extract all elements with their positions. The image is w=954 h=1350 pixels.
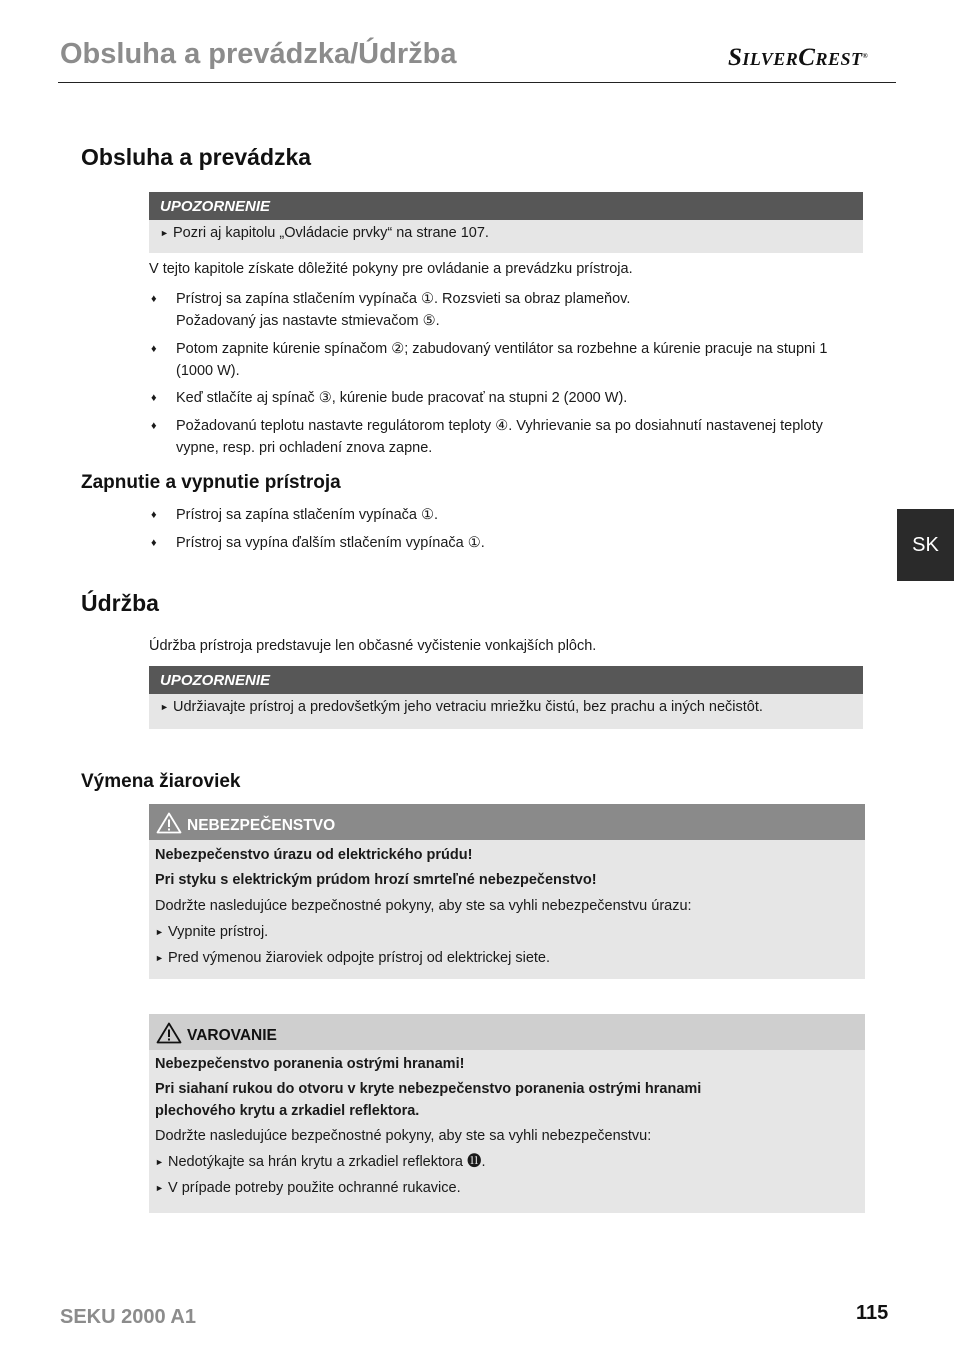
warning-subtitle-cont: plechového krytu a zrkadiel reflektora. bbox=[155, 1103, 420, 1119]
warning-subtitle: Pri siahaní rukou do otvoru v kryte nebezpečenstvo poranenia ostrými hranami bbox=[155, 1081, 702, 1097]
subsection-heading-on-off: Zapnutie a vypnutie prístroja bbox=[81, 472, 341, 493]
diamond-icon: ♦ bbox=[151, 509, 157, 521]
danger-text: Dodržte nasledujúce bezpečnostné pokyny, aby ste sa vyhli nebezpečenstvu úrazu: bbox=[155, 898, 692, 914]
arrow-right-icon: ► bbox=[155, 1157, 164, 1167]
warning-text: Dodržte nasledujúce bezpečnostné pokyny, aby ste sa vyhli nebezpečenstvu: bbox=[155, 1128, 652, 1144]
subsection-heading-bulb-replacement: Výmena žiaroviek bbox=[81, 771, 241, 792]
brand-logo: SILVERCREST® bbox=[728, 44, 869, 71]
note-box-operation: UPOZORNENIE ► Pozri aj kapitolu „Ovládacie prvky“ na strane 107. bbox=[149, 192, 863, 253]
danger-box: NEBEZPEČENSTVO Nebezpečenstvo úrazu od elektrického prúdu! Pri styku s elektrickým prúdom hrozí smrteľné nebezpečenstvo! Dodržte nasledujúce bezpečnostné pokyny, aby ste sa vyhli nebezpečenstvu úrazu: ► Vypnite prístroj. ► Pred výmenou žiaroviek odpojte prístroj od elektrickej siete. bbox=[149, 804, 865, 979]
note-label: UPOZORNENIE bbox=[149, 192, 863, 220]
section-intro: Údržba prístroja predstavuje len občasné vyčistenie vonkajších plôch. bbox=[149, 638, 597, 654]
diamond-icon: ♦ bbox=[151, 343, 157, 355]
section-intro: V tejto kapitole získate dôležité pokyny pre ovládanie a prevádzku prístroja. bbox=[149, 261, 633, 277]
diamond-icon: ♦ bbox=[151, 293, 157, 305]
danger-title: Nebezpečenstvo úrazu od elektrického prúdu! bbox=[155, 847, 473, 863]
danger-label: NEBEZPEČENSTVO bbox=[187, 817, 336, 834]
danger-subtitle: Pri styku s elektrickým prúdom hrozí smrteľné nebezpečenstvo! bbox=[155, 872, 597, 888]
warning-box: VAROVANIE Nebezpečenstvo poranenia ostrými hranami! Pri siahaní rukou do otvoru v kryte nebezpečenstvo poranenia ostrými hranami plechového krytu a zrkadiel reflektora. Dodržte nasledujúce bezpečnostné pokyny, aby ste sa vyhli nebezpečenstvu: ► Nedotýkajte sa hrán krytu a zrkadiel reflektora ⓫. ► V prípade potreby použite ochranné rukavice. bbox=[149, 1014, 865, 1213]
note-box-maintenance: UPOZORNENIE ► Udržiavajte prístroj a predovšetkým jeho vetraciu mriežku čistú, bez prachu a iných nečistôt. bbox=[149, 666, 863, 729]
note-label: UPOZORNENIE bbox=[149, 666, 863, 694]
arrow-right-icon: ► bbox=[160, 702, 169, 712]
diamond-icon: ♦ bbox=[151, 392, 157, 404]
warning-header bbox=[149, 1014, 865, 1050]
arrow-right-icon: ► bbox=[155, 1183, 164, 1193]
warning-label: VAROVANIE bbox=[187, 1027, 277, 1044]
section-heading-maintenance: Údržba bbox=[81, 590, 159, 616]
footer-model: SEKU 2000 A1 bbox=[60, 1306, 196, 1328]
warning-triangle-icon bbox=[156, 1022, 182, 1044]
page-title: Obsluha a prevádzka/Údržba bbox=[60, 38, 457, 70]
header-divider bbox=[58, 82, 896, 83]
arrow-right-icon: ► bbox=[155, 927, 164, 937]
page-number: 115 bbox=[856, 1302, 889, 1324]
danger-header bbox=[149, 804, 865, 840]
section-heading-operation: Obsluha a prevádzka bbox=[81, 144, 312, 170]
arrow-right-icon: ► bbox=[160, 228, 169, 238]
diamond-icon: ♦ bbox=[151, 420, 157, 432]
warning-triangle-icon bbox=[156, 812, 182, 834]
arrow-right-icon: ► bbox=[155, 953, 164, 963]
diamond-icon: ♦ bbox=[151, 537, 157, 549]
warning-title: Nebezpečenstvo poranenia ostrými hranami! bbox=[155, 1056, 465, 1072]
language-tab: SK bbox=[897, 509, 954, 581]
